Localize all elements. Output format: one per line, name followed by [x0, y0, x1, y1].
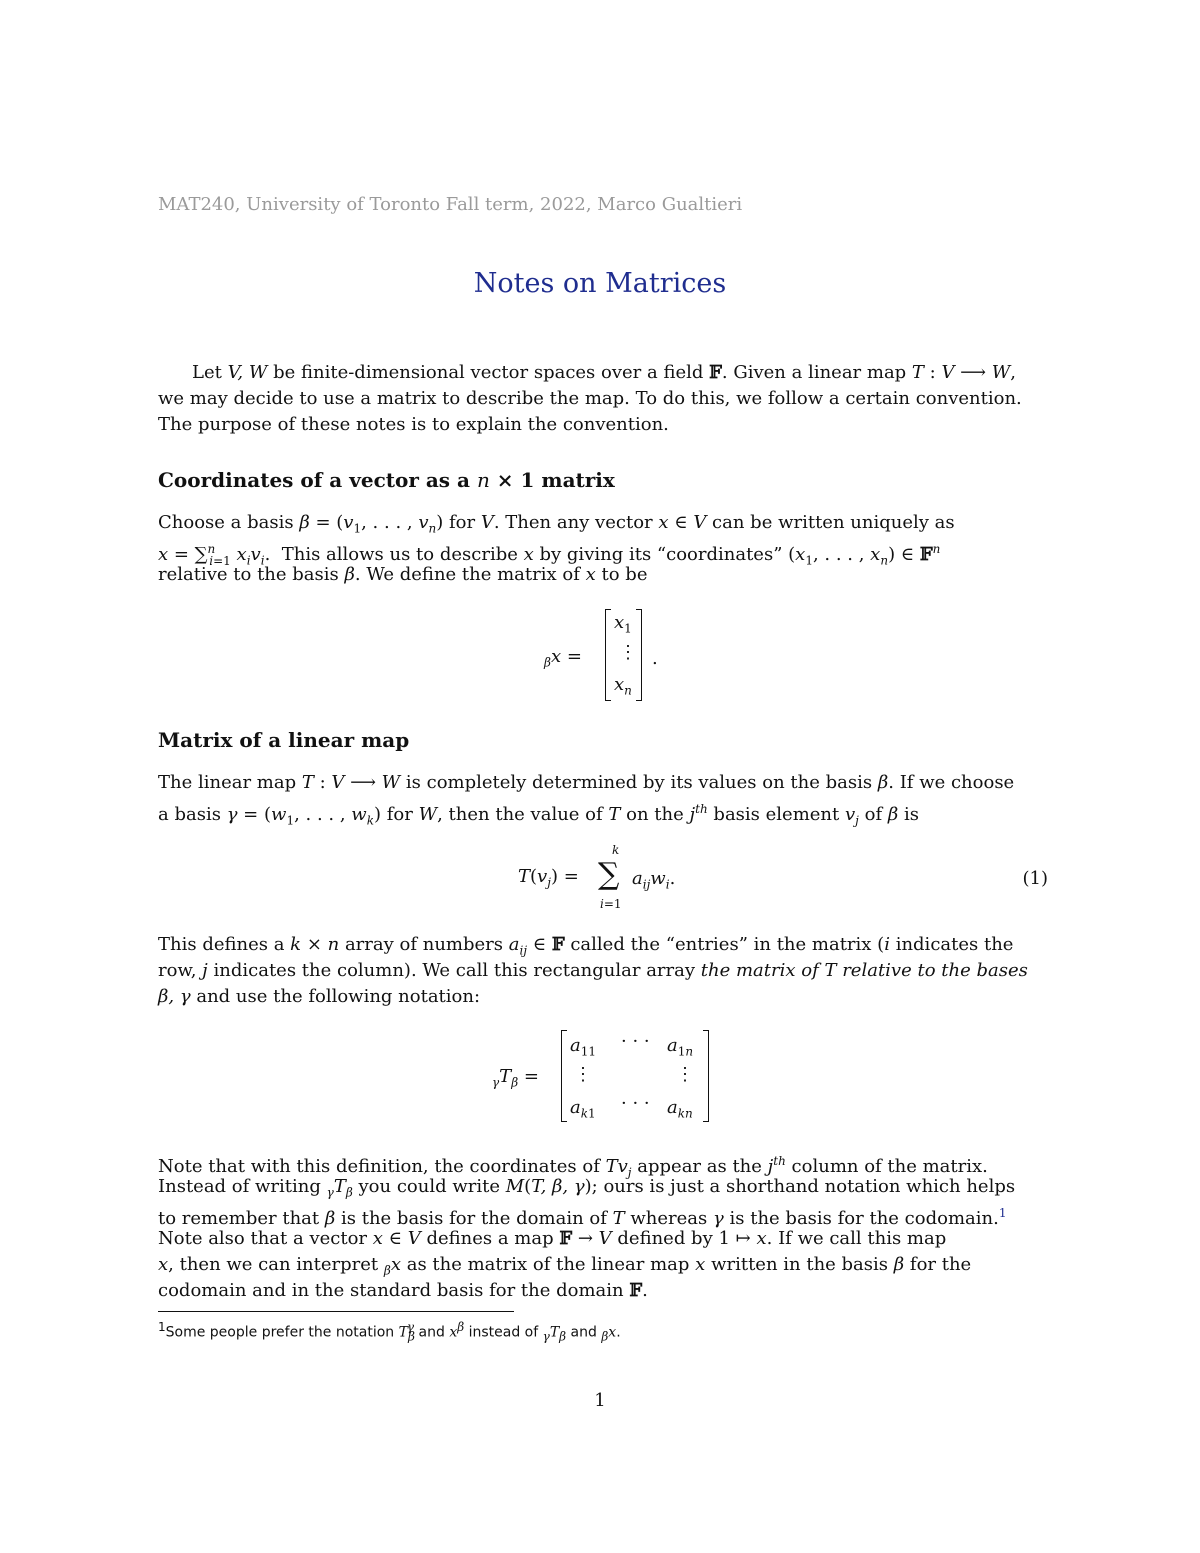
section-heading-coordinates: Coordinates of a vector as a n × 1 matrix: [158, 468, 615, 492]
equation-lhs: $T(v_j)$ =: [518, 866, 579, 890]
note-line-2: Instead of writing $_\gamma T_\beta$ you could write M(T, β, γ); ours is just a shorthand notation which helps: [158, 1176, 1016, 1200]
footnote-text: $^1$Some people prefer the notation $T_\beta^\gamma$ and $x^\beta$ instead of $_\gamma T_\beta$ and $_\beta$x.: [158, 1320, 621, 1344]
intro-line-3: The purpose of these notes is to explain the convention.: [158, 414, 669, 435]
vector-vdots: ⋮: [619, 642, 637, 663]
vector-entry-xn: $x_n$: [614, 674, 632, 698]
matrix-hdots-top: · · ·: [621, 1031, 650, 1052]
note-line-4: Note also that a vector x ∈ V defines a map 𝔽 → V defined by 1 ↦ x. If we call this map: [158, 1228, 947, 1249]
section1-line-2: x = ∑$^n_{i=1}$ $x_iv_i$. This allows us to describe x by giving its “coordinates” ($x_1$, . . . , $x_n$) ∈ 𝔽$^n$: [158, 542, 941, 568]
matrix-entry-akn: $a_{kn}$: [667, 1097, 693, 1121]
footnote-marker[interactable]: 1: [998, 1206, 1007, 1220]
section2-line-2: a basis $\gamma = (w_1$, . . . , $w_k$) for W, then the value of T on the $j^{th}$ basis element $v_j$ of β is: [158, 802, 919, 828]
matrix-left-bracket: [561, 1030, 567, 1122]
section2-line-4: row, j indicates the column). We call this rectangular array the matrix of T relative to the bases: [158, 960, 1028, 981]
page-title: Notes on Matrices: [473, 268, 727, 299]
note-line-1: Note that with this definition, the coordinates of $Tv_j$ appear as the $j^{th}$ column of the matrix.: [158, 1154, 988, 1180]
matrix-vdots-left: ⋮: [574, 1064, 592, 1085]
sum-lower-limit: i=1: [600, 897, 622, 911]
sum-symbol: ∑: [598, 857, 620, 892]
matrix-vdots-right: ⋮: [676, 1064, 694, 1085]
matrix-entry-ak1: $a_{k1}$: [570, 1097, 596, 1121]
section2-line-5: β, γ and use the following notation:: [158, 986, 481, 1007]
section1-line-1: Choose a basis $\beta = (v_1$, . . . , $v_n$) for V. Then any vector x ∈ V can be written uniquely as: [158, 512, 955, 536]
matrix-entry-a1n: $a_{1n}$: [667, 1035, 694, 1059]
note-line-5: x, then we can interpret $_\beta$x as the matrix of the linear map x written in the basis β for the: [158, 1254, 972, 1278]
note-line-3: to remember that β is the basis for the domain of T whereas γ is the basis for the codomain.$^1$: [158, 1206, 1007, 1229]
page-number: 1: [594, 1390, 606, 1411]
coordinate-vector-lhs: $_\beta$x =: [544, 646, 582, 670]
equation-rhs: $a_{ij}w_i$.: [632, 868, 676, 892]
equation-number: (1): [1022, 868, 1048, 889]
right-bracket: [636, 609, 642, 701]
section-heading-linear-map: Matrix of a linear map: [158, 728, 410, 752]
matrix-entry-a11: $a_{11}$: [570, 1035, 597, 1059]
section2-line-1: The linear map T : V ⟶ W is completely determined by its values on the basis β. If we choose: [158, 772, 1015, 793]
section1-line-3: relative to the basis β. We define the matrix of x to be: [158, 564, 648, 585]
left-bracket: [605, 609, 611, 701]
course-header: MAT240, University of Toronto Fall term, 2022, Marco Gualtieri: [158, 194, 743, 215]
intro-line-1: Let V, W be finite-dimensional vector spaces over a field 𝔽. Given a linear map T : V ⟶ W,: [192, 362, 1016, 383]
note-line-6: codomain and in the standard basis for the domain 𝔽.: [158, 1280, 648, 1301]
intro-line-2: we may decide to use a matrix to describe the map. To do this, we follow a certain convention.: [158, 388, 1022, 409]
matrix-right-bracket: [703, 1030, 709, 1122]
matrix-hdots-bottom: · · ·: [621, 1093, 650, 1114]
sum-upper-limit: k: [612, 843, 620, 857]
footnote-rule: [158, 1311, 514, 1312]
section2-line-3: This defines a k × n array of numbers $a_{ij}$ ∈ 𝔽 called the “entries” in the matrix (i indicates the: [158, 934, 1014, 958]
period: .: [652, 648, 658, 669]
vector-entry-x1: $x_1$: [614, 612, 632, 636]
matrix-lhs: $_\gamma T_\beta$ =: [492, 1066, 539, 1090]
